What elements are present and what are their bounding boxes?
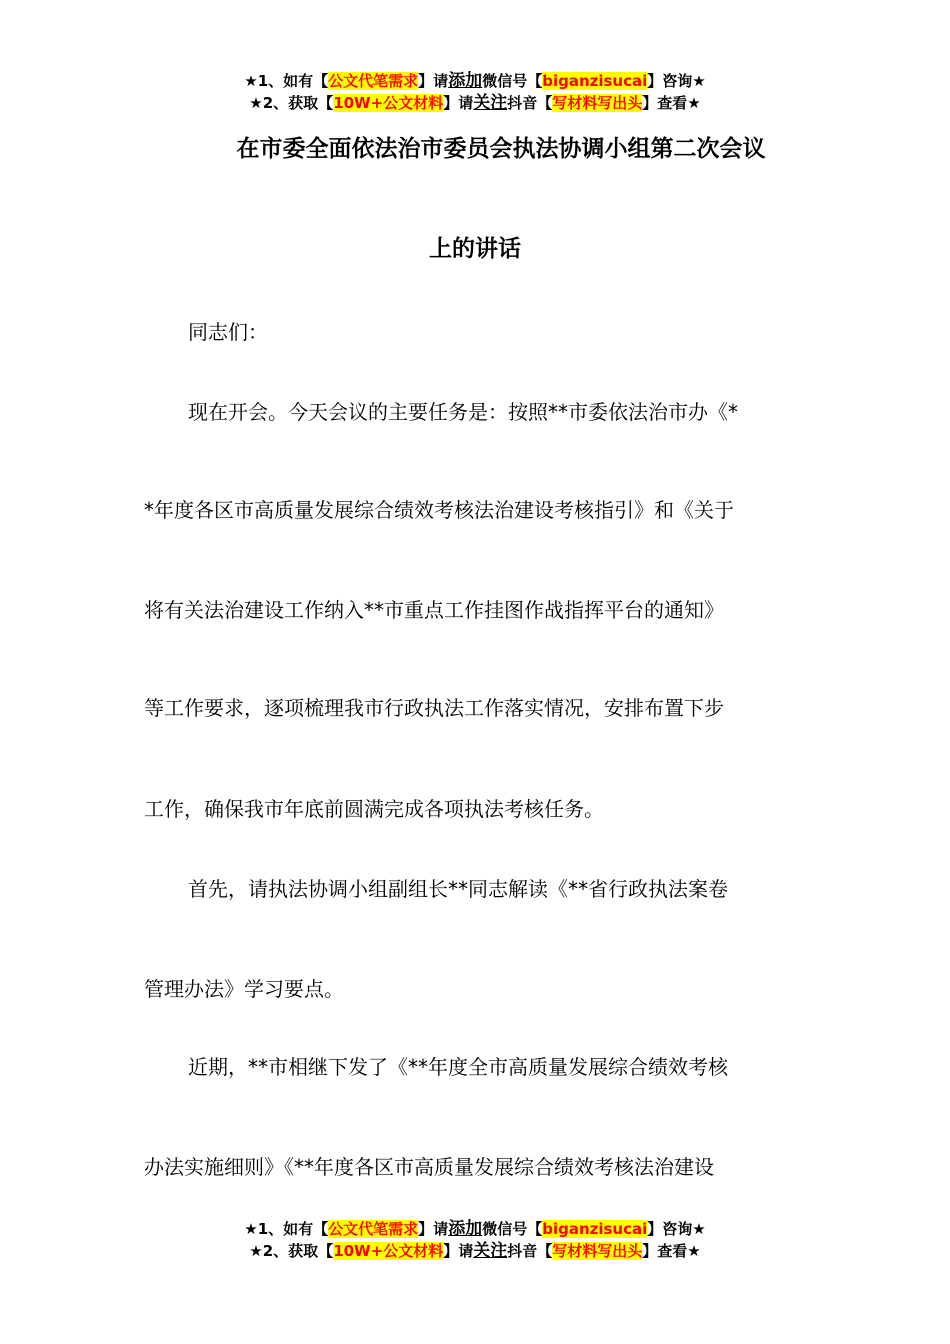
promo-text: 抖音【 xyxy=(507,94,553,112)
body-line: 将有关法治建设工作纳入**市重点工作挂图作战指挥平台的通知》 xyxy=(144,598,724,622)
promo-underline: 关注 xyxy=(473,1241,508,1261)
promo-text: 】请 xyxy=(443,94,474,112)
promo-text: 微信号【 xyxy=(482,72,543,90)
body-line: 办法实施细则》《**年度各区市高质量发展综合绩效考核法治建设 xyxy=(144,1155,714,1179)
body-line: 近期，**市相继下发了《**年度全市高质量发展综合绩效考核 xyxy=(188,1055,728,1079)
promo-line-1 xyxy=(0,1218,950,1240)
body-line: *年度各区市高质量发展综合绩效考核法治建设考核指引》和《关于 xyxy=(144,498,734,522)
promo-text: ★2、获取【 xyxy=(249,94,334,112)
document-title-line-2: 上的讲话 xyxy=(429,236,521,262)
body-line: 工作，确保我市年底前圆满完成各项执法考核任务。 xyxy=(144,797,604,821)
promo-banner-bottom xyxy=(0,1218,950,1262)
body-line: 首先，请执法协调小组副组长**同志解读《**省行政执法案卷 xyxy=(188,877,728,901)
promo-highlight: 10W+公文材料 xyxy=(333,1242,444,1260)
promo-text: ★2、获取【 xyxy=(249,1242,334,1260)
document-title-line-1: 在市委全面依法治市委员会执法协调小组第二次会议 xyxy=(236,136,766,162)
promo-line-2 xyxy=(0,1240,950,1262)
body-line: 现在开会。今天会议的主要任务是：按照**市委依法治市办《* xyxy=(188,400,738,424)
promo-text: 】请 xyxy=(418,72,449,90)
promo-highlight: 10W+公文材料 xyxy=(333,94,444,112)
promo-text: 】查看★ xyxy=(642,1242,701,1260)
promo-text: ★1、如有【 xyxy=(244,1220,329,1238)
promo-text: 】咨询★ xyxy=(647,72,706,90)
promo-text: 微信号【 xyxy=(482,1220,543,1238)
promo-text: 】咨询★ xyxy=(647,1220,706,1238)
salutation: 同志们： xyxy=(188,320,268,344)
promo-underline: 添加 xyxy=(448,1219,483,1239)
promo-highlight: 写材料写出头 xyxy=(552,1242,643,1260)
body-line: 管理办法》学习要点。 xyxy=(144,977,344,1001)
body-line: 等工作要求，逐项梳理我市行政执法工作落实情况，安排布置下步 xyxy=(144,696,724,720)
promo-highlight: biganzisucai xyxy=(542,72,648,90)
promo-highlight: 写材料写出头 xyxy=(552,94,643,112)
promo-text: 抖音【 xyxy=(507,1242,553,1260)
promo-text: 】请 xyxy=(443,1242,474,1260)
promo-highlight: 公文代笔需求 xyxy=(328,1220,419,1238)
promo-banner-top xyxy=(0,70,950,114)
promo-text: 】请 xyxy=(418,1220,449,1238)
promo-text: ★1、如有【 xyxy=(244,72,329,90)
promo-line-2 xyxy=(0,92,950,114)
promo-highlight: biganzisucai xyxy=(542,1220,648,1238)
promo-underline: 关注 xyxy=(473,93,508,113)
promo-underline: 添加 xyxy=(448,71,483,91)
promo-text: 】查看★ xyxy=(642,94,701,112)
promo-highlight: 公文代笔需求 xyxy=(328,72,419,90)
promo-line-1 xyxy=(0,70,950,92)
